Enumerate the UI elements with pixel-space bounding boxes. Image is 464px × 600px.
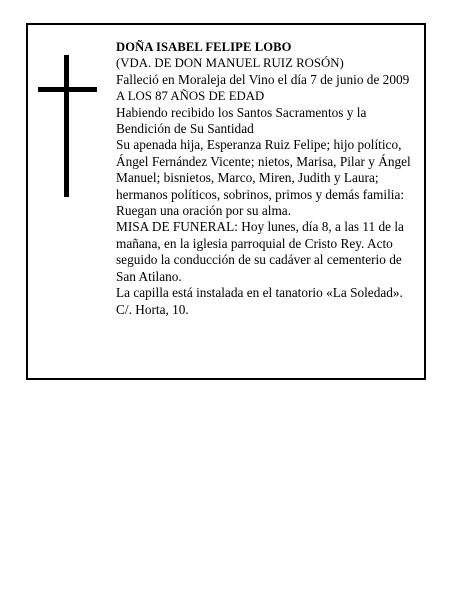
notice-body	[116, 39, 422, 318]
obituary-notice	[26, 23, 426, 380]
family-paragraph: Su apenada hija, Esperanza Ruiz Felipe; hijo político, Ángel Fernández Vicente; nietos, Marisa, Pilar y Ángel Manuel; bisnietos, Marco, Miren, Judith y Laura; hermanos políticos, sobrinos, primos y demás familia:	[116, 137, 411, 202]
death-line: Falleció en Moraleja del Vino el día 7 de junio de 2009	[116, 71, 410, 87]
age-line: A LOS 87 AÑOS DE EDAD	[116, 89, 265, 104]
widow-of-line: (VDA. DE DON MANUEL RUIZ ROSÓN)	[116, 56, 344, 71]
sacraments-paragraph: Habiendo recibido los Santos Sacramentos y la Bendición de Su Santidad	[116, 104, 367, 137]
funeral-paragraph: MISA DE FUNERAL: Hoy lunes, día 8, a las 11 de la mañana, en la iglesia parroquial de Cristo Rey. Acto seguido la conducción de su cadáver al cementerio de San Atilano.	[116, 219, 404, 284]
cross-horizontal-bar	[38, 87, 97, 92]
prayer-request: Ruegan una oración por su alma.	[116, 203, 292, 219]
deceased-name: DOÑA ISABEL FELIPE LOBO	[116, 40, 292, 54]
cross-icon	[38, 55, 98, 197]
chapel-paragraph: La capilla está instalada en el tanatorio «La Soledad». C/. Horta, 10.	[116, 285, 403, 317]
cross-vertical-bar	[64, 55, 69, 197]
